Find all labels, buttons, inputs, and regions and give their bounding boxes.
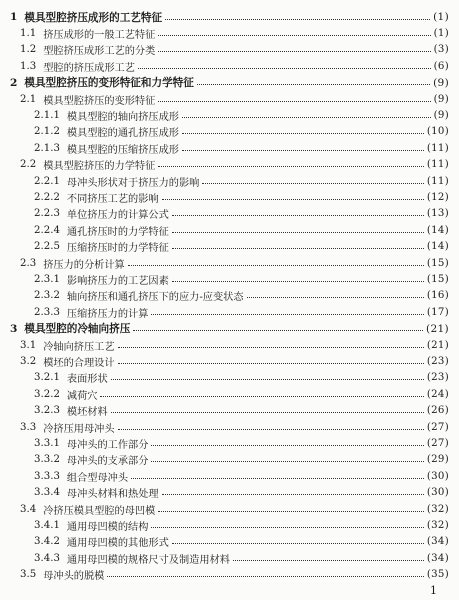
dot-leader bbox=[172, 543, 424, 544]
toc-entry-page: (3) bbox=[433, 44, 449, 56]
dot-leader bbox=[247, 297, 424, 298]
toc-entry-number: 3.4 bbox=[20, 503, 37, 515]
toc-entry-page: (21) bbox=[426, 339, 449, 351]
dot-leader bbox=[151, 527, 423, 528]
dot-leader bbox=[118, 429, 424, 430]
toc-entry-number: 2.3.1 bbox=[34, 273, 60, 285]
toc-entry[interactable] bbox=[20, 156, 449, 174]
toc-entry-number: 3.4.1 bbox=[34, 519, 60, 531]
page-number: 1 bbox=[430, 584, 437, 597]
toc-entry[interactable] bbox=[34, 221, 449, 239]
toc-entry-number: 3.4.2 bbox=[34, 536, 60, 548]
toc-entry-number: 2.1.2 bbox=[34, 126, 60, 138]
dot-leader bbox=[162, 199, 424, 200]
toc-entry-number: 3 bbox=[10, 322, 18, 335]
dot-leader bbox=[158, 166, 424, 167]
toc-entry-number: 2.3 bbox=[20, 257, 37, 269]
toc-entry-page: (14) bbox=[426, 224, 449, 236]
toc-entry-number: 3.3.2 bbox=[34, 454, 60, 466]
toc-entry-title: 母冲头的脱模 bbox=[43, 571, 105, 583]
toc-entry-number: 3.3.3 bbox=[34, 470, 60, 482]
toc-entry-title: 母冲头的支承部分 bbox=[66, 456, 149, 468]
toc-entry-title: 模具型腔挤压的力学特征 bbox=[43, 161, 156, 173]
toc-entry-title: 单位挤压力的计算公式 bbox=[66, 210, 169, 222]
dot-leader bbox=[118, 363, 424, 364]
toc-entry-page: (12) bbox=[426, 191, 449, 203]
toc-entry-page: (16) bbox=[426, 290, 449, 302]
toc-entry-title: 模具型腔挤压成形的工艺特征 bbox=[24, 11, 163, 24]
toc-entry[interactable] bbox=[34, 123, 449, 141]
toc-entry[interactable] bbox=[10, 74, 449, 92]
toc-entry-number: 2 bbox=[10, 76, 18, 89]
toc-entry-page: (9) bbox=[433, 93, 449, 105]
toc-entry-number: 2.2 bbox=[20, 159, 37, 171]
toc-entry-number: 2.1 bbox=[20, 93, 37, 105]
toc-entry-number: 2.2.2 bbox=[34, 191, 60, 203]
toc-entry-number: 2.1.3 bbox=[34, 142, 60, 154]
toc-entry-page: (27) bbox=[426, 421, 449, 433]
dot-leader bbox=[111, 412, 424, 413]
dot-leader bbox=[158, 51, 430, 52]
toc-entry-title: 冷挤压模具型腔的母凹模 bbox=[43, 505, 156, 517]
toc-entry-number: 3.3.1 bbox=[34, 437, 60, 449]
dot-leader bbox=[151, 461, 423, 462]
toc-entry-number: 2.2.4 bbox=[34, 224, 60, 236]
toc-entry[interactable] bbox=[34, 205, 449, 223]
toc-entry-number: 3.5 bbox=[20, 569, 37, 581]
toc-entry[interactable] bbox=[34, 188, 449, 206]
toc-entry-title: 冷轴向挤压工艺 bbox=[43, 341, 115, 353]
toc-entry[interactable] bbox=[34, 270, 449, 288]
toc-entry-page: (21) bbox=[426, 322, 449, 335]
toc-entry-title: 模坯材料 bbox=[66, 407, 108, 419]
toc-entry-title: 通用母凹模的结构 bbox=[66, 521, 149, 533]
toc-entry-title: 通用母凹模的其他形式 bbox=[66, 538, 169, 550]
dot-leader bbox=[172, 215, 424, 216]
toc-entry[interactable] bbox=[20, 418, 449, 436]
toc-entry-title: 表面形状 bbox=[66, 374, 108, 386]
toc-entry[interactable] bbox=[20, 90, 449, 108]
toc-entry[interactable] bbox=[34, 451, 449, 469]
toc-entry-number: 3.1 bbox=[20, 339, 37, 351]
toc-entry-number: 3.4.3 bbox=[34, 552, 60, 564]
dot-leader bbox=[151, 314, 423, 315]
toc-entry[interactable] bbox=[34, 385, 449, 403]
dot-leader bbox=[182, 117, 431, 118]
toc-entry-page: (1) bbox=[433, 11, 449, 23]
toc-entry-page: (6) bbox=[433, 60, 449, 72]
dot-leader bbox=[151, 445, 423, 446]
toc-entry-page: (32) bbox=[426, 503, 449, 515]
toc-entry-title: 型腔的挤压成形工艺 bbox=[43, 62, 135, 74]
toc-entry[interactable] bbox=[10, 320, 449, 338]
dot-leader bbox=[158, 101, 430, 102]
toc-entry-title: 不同挤压工艺的影响 bbox=[66, 193, 159, 205]
toc-entry[interactable] bbox=[34, 533, 449, 551]
toc-entry-page: (9) bbox=[433, 76, 449, 89]
toc-entry[interactable] bbox=[34, 106, 449, 124]
dot-leader bbox=[172, 248, 424, 249]
toc-entry-number: 3.3 bbox=[20, 421, 37, 433]
toc-entry-number: 3.2.1 bbox=[34, 372, 60, 384]
toc-entry-page: (11) bbox=[426, 159, 449, 171]
toc-entry-page: (10) bbox=[426, 126, 449, 138]
dot-leader bbox=[133, 330, 423, 331]
toc-entry-page: (35) bbox=[426, 569, 449, 581]
toc-entry-number: 1.2 bbox=[20, 44, 37, 56]
toc-entry-page: (15) bbox=[426, 257, 449, 269]
toc-entry-title: 模坯的合理设计 bbox=[43, 357, 115, 369]
toc-entry-title: 型腔挤压成形工艺的分类 bbox=[43, 46, 156, 58]
toc-entry[interactable] bbox=[34, 238, 449, 256]
toc-entry-number: 2.2.3 bbox=[34, 208, 60, 220]
toc-entry[interactable] bbox=[34, 303, 449, 321]
toc-entry-title: 通孔挤压时的力学特征 bbox=[66, 226, 169, 238]
dot-leader bbox=[165, 19, 430, 20]
toc-entry-title: 母冲头的工作部分 bbox=[66, 439, 149, 451]
toc-entry-page: (32) bbox=[426, 519, 449, 531]
toc-entry[interactable] bbox=[20, 24, 449, 42]
toc-entry-page: (9) bbox=[433, 109, 449, 121]
toc-entry-title: 模具型腔的冷轴向挤压 bbox=[24, 323, 131, 336]
toc-entry-title: 模具型腔挤压的变形特征和力学特征 bbox=[24, 77, 194, 90]
toc-entry-title: 模具型腔的通孔挤压成形 bbox=[66, 128, 179, 140]
toc-entry-number: 3.3.4 bbox=[34, 487, 60, 499]
toc-entry-number: 2.1.1 bbox=[34, 109, 60, 121]
toc-entry-page: (15) bbox=[426, 273, 449, 285]
toc-entry-page: (34) bbox=[426, 552, 449, 564]
toc-entry-page: (30) bbox=[426, 470, 449, 482]
dot-leader bbox=[100, 396, 423, 397]
toc-entry-page: (17) bbox=[426, 306, 449, 318]
toc-entry-number: 3.2 bbox=[20, 355, 37, 367]
dot-leader bbox=[158, 35, 430, 36]
toc-entry-page: (11) bbox=[426, 142, 449, 154]
toc-entry[interactable] bbox=[34, 287, 449, 305]
toc-entry[interactable] bbox=[20, 254, 449, 272]
toc-entry-page: (34) bbox=[426, 536, 449, 548]
dot-leader bbox=[197, 84, 430, 85]
toc-entry-title: 轴向挤压和通孔挤压下的应力-应变状态 bbox=[66, 292, 244, 304]
toc-entry-title: 影响挤压力的工艺因素 bbox=[66, 275, 169, 287]
toc-entry-title: 母冲头形状对于挤压力的影响 bbox=[66, 177, 200, 189]
toc-entry-page: (30) bbox=[426, 487, 449, 499]
dot-leader bbox=[111, 379, 424, 380]
toc-entry[interactable] bbox=[34, 172, 449, 190]
toc-entry-title: 模具型腔挤压的变形特征 bbox=[43, 95, 156, 107]
dot-leader bbox=[158, 511, 424, 512]
toc-entry-page: (13) bbox=[426, 208, 449, 220]
toc-entry-title: 组合型母冲头 bbox=[66, 472, 129, 484]
dot-leader bbox=[118, 347, 424, 348]
toc-entry-title: 挤压成形的一般工艺特征 bbox=[43, 29, 156, 41]
toc-entry[interactable] bbox=[34, 467, 449, 485]
toc-entry-page: (11) bbox=[426, 175, 449, 187]
dot-leader bbox=[107, 576, 424, 577]
dot-leader bbox=[138, 68, 431, 69]
dot-leader bbox=[172, 281, 424, 282]
toc-entry-number: 2.2.5 bbox=[34, 241, 60, 253]
toc-entry-number: 1.3 bbox=[20, 60, 37, 72]
toc-entry[interactable] bbox=[20, 500, 449, 518]
toc-entry[interactable] bbox=[34, 516, 449, 534]
toc-entry-title: 压缩挤压时的力学特征 bbox=[66, 243, 169, 255]
toc-entry[interactable] bbox=[34, 139, 449, 157]
toc-entry[interactable] bbox=[34, 549, 449, 567]
toc-entry-page: (23) bbox=[426, 355, 449, 367]
toc-entry-number: 2.3.2 bbox=[34, 290, 60, 302]
toc-entry[interactable] bbox=[20, 352, 449, 370]
toc-entry[interactable] bbox=[34, 434, 449, 452]
toc-entry-number: 2.2.1 bbox=[34, 175, 60, 187]
toc-entry[interactable] bbox=[20, 336, 449, 354]
toc-entry-page: (1) bbox=[433, 27, 449, 39]
dot-leader bbox=[182, 150, 424, 151]
dot-leader bbox=[172, 232, 424, 233]
toc-entry-number: 1.1 bbox=[20, 27, 37, 39]
toc-entry-page: (24) bbox=[426, 388, 449, 400]
dot-leader bbox=[202, 183, 424, 184]
toc-entry[interactable] bbox=[34, 484, 449, 502]
toc-entry-title: 模具型腔的压缩挤压成形 bbox=[66, 144, 179, 156]
toc-entry-title: 模具型腔的轴向挤压成形 bbox=[66, 111, 179, 123]
toc-entry-title: 冷挤压用母冲头 bbox=[43, 423, 115, 435]
toc-entry-number: 3.2.2 bbox=[34, 388, 60, 400]
toc-entry-page: (14) bbox=[426, 241, 449, 253]
toc-entry-page: (29) bbox=[426, 454, 449, 466]
toc-entry-page: (23) bbox=[426, 372, 449, 384]
toc-entry-page: (27) bbox=[426, 437, 449, 449]
dot-leader bbox=[182, 133, 424, 134]
toc-entry-title: 压缩挤压力的计算 bbox=[66, 308, 149, 320]
toc-entry[interactable] bbox=[20, 57, 449, 75]
dot-leader bbox=[233, 560, 424, 561]
toc-entry[interactable] bbox=[20, 566, 449, 584]
toc-entry[interactable] bbox=[20, 41, 449, 59]
toc-entry-number: 2.3.3 bbox=[34, 306, 60, 318]
toc-entry[interactable] bbox=[34, 402, 449, 420]
toc-entry-title: 通用母凹模的规格尺寸及制造用材料 bbox=[66, 554, 230, 566]
toc-entry-number: 1 bbox=[10, 11, 18, 23]
toc-entry-title: 母冲头材料和热处理 bbox=[66, 489, 159, 501]
dot-leader bbox=[162, 494, 424, 495]
toc-entry-page: (26) bbox=[426, 405, 449, 417]
toc-entry[interactable] bbox=[34, 369, 449, 387]
dot-leader bbox=[131, 478, 424, 479]
dot-leader bbox=[128, 265, 424, 266]
toc-entry-title: 减荷穴 bbox=[66, 390, 98, 402]
toc-entry[interactable] bbox=[10, 8, 449, 26]
toc-entry-number: 3.2.3 bbox=[34, 405, 60, 417]
toc-entry-title: 挤压力的分析计算 bbox=[43, 259, 125, 271]
